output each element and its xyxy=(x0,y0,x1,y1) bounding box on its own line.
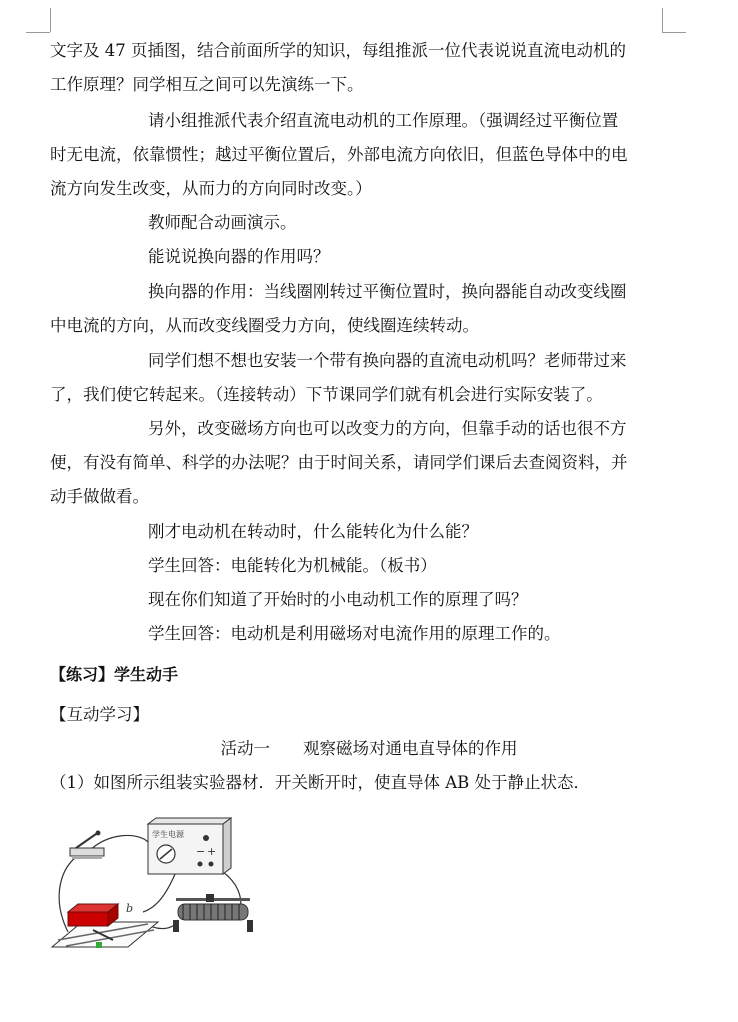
text-line: 流方向发生改变，从而力的方向同时改变。） xyxy=(50,179,372,198)
text-line: 换向器的作用：当线圈刚转过平衡位置时，换向器能自动改变线圈 xyxy=(148,282,627,301)
power-supply-label: 学生电源 xyxy=(152,830,184,839)
text-line: 学生回答：电动机是利用磁场对电流作用的原理工作的。 xyxy=(148,624,561,643)
crop-mark-top-left xyxy=(50,8,51,32)
step-1-text: （1）如图所示组装实验器材．开关断开时，使直导体 AB 处于静止状态． xyxy=(50,773,591,792)
power-supply xyxy=(148,818,231,874)
magnet-rails xyxy=(52,902,158,948)
text-line: 请小组推派代表介绍直流电动机的工作原理。（强调经过平衡位置 xyxy=(148,111,619,130)
text-line: 刚才电动机在转动时，什么能转化为什么能？ xyxy=(148,522,478,541)
text-line: 便，有没有简单、科学的办法呢？由于时间关系，请同学们课后去查阅资料，并 xyxy=(50,453,628,472)
conductor-label: b xyxy=(126,902,134,915)
activity-title: 活动一 观察磁场对通电直导体的作用 xyxy=(220,739,518,758)
crop-mark-top-right xyxy=(662,8,663,32)
text-line: 现在你们知道了开始时的小电动机工作的原理了吗？ xyxy=(148,590,528,609)
text-line: 能说说换向器的作用吗？ xyxy=(148,247,330,266)
svg-text:+: + xyxy=(207,845,217,858)
text-line: 了，我们使它转起来。（连接转动）下节课同学们就有机会进行实际安装了。 xyxy=(50,385,603,404)
svg-text:−: − xyxy=(196,845,206,858)
text-line: 中电流的方向，从而改变线圈受力方向，使线圈连续转动。 xyxy=(50,316,479,335)
interactive-heading: 【互动学习】 xyxy=(50,705,149,724)
text-line: 动手做做看。 xyxy=(50,487,149,506)
text-line: 时无电流，依靠惯性；越过平衡位置后，外部电流方向依旧，但蓝色导体中的电 xyxy=(50,145,628,164)
rheostat xyxy=(173,894,253,932)
apparatus-figure xyxy=(48,812,268,957)
text-line: 另外，改变磁场方向也可以改变力的方向，但靠手动的话也很不方 xyxy=(148,419,627,438)
crop-mark-top-left-h xyxy=(26,32,50,33)
crop-mark-top-right-h xyxy=(662,32,686,33)
text-line: 教师配合动画演示。 xyxy=(148,213,297,232)
knife-switch xyxy=(70,831,104,860)
text-line: 学生回答：电能转化为机械能。（板书） xyxy=(148,556,437,575)
text-line: 文字及 47 页插图，结合前面所学的知识，每组推派一位代表说说直流电动机的 xyxy=(50,41,626,60)
exercise-heading: 【练习】学生动手 xyxy=(50,665,179,684)
text-line: 工作原理？同学相互之间可以先演练一下。 xyxy=(50,75,364,94)
text-line: 同学们想不想也安装一个带有换向器的直流电动机吗？老师带过来 xyxy=(148,351,627,370)
